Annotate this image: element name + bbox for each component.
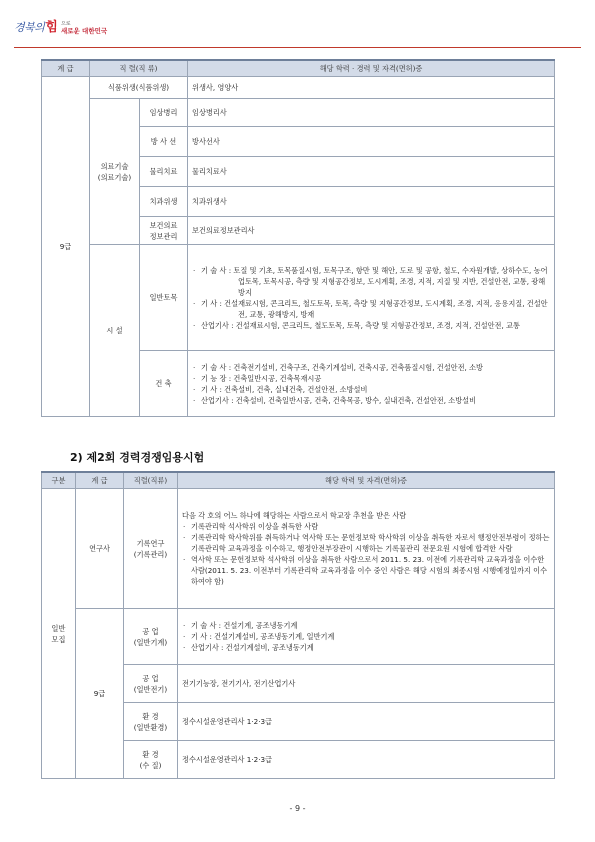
quals-intro: 다음 각 호의 어느 하나에 해당하는 사람으로서 학교장 추천을 받은 사람 bbox=[182, 511, 407, 520]
quals-physio: 물리치료사 bbox=[188, 157, 555, 187]
series-mech: 공 업 (일반기계) bbox=[124, 609, 178, 665]
quals-env-general: 정수시설운영관리사 1·2·3급 bbox=[178, 703, 555, 741]
series-civil: 일반토목 bbox=[140, 245, 188, 351]
page-number: - 9 - bbox=[289, 804, 306, 813]
qual-item: · 기 술 사 : 건설기계, 공조냉동기계 bbox=[182, 620, 550, 631]
logo-mark: 힘 bbox=[45, 20, 58, 35]
qual-item: · 기록관리학 학사학위를 취득하거나 역사학 또는 문헌정보학 학사학위 이상을 취득한 자로서 행정안전부령이 정하는 기록관리학 교육과정을 이수하고, 행정안전부장관이 시행하는 기록물관리 전문요원 시험에 합격한 사람 bbox=[182, 532, 550, 554]
header-series: 직렬(직류) bbox=[124, 472, 178, 489]
series-physio: 물리치료 bbox=[140, 157, 188, 187]
series-dental: 치과위생 bbox=[140, 187, 188, 217]
grade-9: 9급 bbox=[76, 609, 124, 779]
series-records: 기록연구 (기록관리) bbox=[124, 489, 178, 609]
logo bbox=[14, 16, 107, 35]
quals-records bbox=[178, 489, 555, 609]
quals-dental: 치과위생사 bbox=[188, 187, 555, 217]
quals-health-info: 보건의료정보관리사 bbox=[188, 217, 555, 245]
qual-item: · 기 능 장 : 건축일반시공, 건축목재시공 bbox=[192, 373, 550, 384]
qual-item: · 기 사 : 건축설비, 건축, 실내건축, 건설안전, 소방설비 bbox=[192, 384, 550, 395]
grade-researcher: 연구사 bbox=[76, 489, 124, 609]
qual-item: · 산업기사 : 건설기계설비, 공조냉동기계 bbox=[182, 642, 550, 653]
series-env-general: 환 경 (일반환경) bbox=[124, 703, 178, 741]
series-elec: 공 업 (일반전기) bbox=[124, 665, 178, 703]
series-health-info: 보건의료 정보관리 bbox=[140, 217, 188, 245]
series-clinical: 임상병리 bbox=[140, 99, 188, 127]
section-title: 2) 제2회 경력경쟁임용시험 bbox=[70, 451, 205, 464]
qual-item: · 기 사 : 건설재료시험, 콘크리트, 철도토목, 토목, 측량 및 지형공간정보, 도시계획, 조경, 지적, 응용지질, 건설안전, 교통, 광해방지, 방재 bbox=[192, 298, 550, 320]
series-env-water: 환 경 (수 질) bbox=[124, 741, 178, 779]
logo-script: 경북의 bbox=[14, 21, 45, 34]
logo-text bbox=[61, 21, 107, 35]
page-header bbox=[14, 10, 581, 40]
quals-clinical: 임상병리사 bbox=[188, 99, 555, 127]
qual-item: · 기 술 사 : 토질 및 기초, 토목품질시험, 토목구조, 항만 및 해안, 도로 및 공항, 철도, 수자원개발, 상하수도, 농어업토목, 토목시공, 측량 및 지형공간정보, 도시계획, 조경, 지적, 지질 및 지반, 건설안전, 교통, 광해방지 bbox=[192, 265, 550, 298]
header-category: 구분 bbox=[42, 472, 76, 489]
header-grade: 계 급 bbox=[76, 472, 124, 489]
quals-civil bbox=[188, 245, 555, 351]
quals-radiology: 방사선사 bbox=[188, 127, 555, 157]
series-radiology: 방 사 선 bbox=[140, 127, 188, 157]
quals-food: 위생사, 영양사 bbox=[188, 77, 555, 99]
series-group-medical: 의료기술 (의료기술) bbox=[90, 99, 140, 245]
header-quals: 해당 학력 · 경력 및 자격(면허)증 bbox=[188, 60, 555, 77]
qual-item: · 기 사 : 건설기계설비, 공조냉동기계, 일반기계 bbox=[182, 631, 550, 642]
qualification-table-1 bbox=[41, 59, 555, 417]
quals-elec: 전기기능장, 전기기사, 전기산업기사 bbox=[178, 665, 555, 703]
grade-cell: 9급 bbox=[42, 77, 90, 417]
quals-env-water: 정수시설운영관리사 1·2·3급 bbox=[178, 741, 555, 779]
header-grade: 계 급 bbox=[42, 60, 90, 77]
quals-architecture bbox=[188, 351, 555, 417]
header-rule bbox=[14, 47, 581, 48]
qual-item: · 기록관리학 석사학위 이상을 취득한 사람 bbox=[182, 521, 550, 532]
series-group-facility: 시 설 bbox=[90, 245, 140, 417]
qual-item: · 산업기사 : 건축설비, 건축일반시공, 건축, 건축목공, 방수, 실내건축, 건설안전, 소방설비 bbox=[192, 395, 550, 406]
logo-small: 으로 bbox=[60, 21, 71, 27]
qual-item: · 역사학 또는 문헌정보학 석사학위 이상을 취득한 사람으로서 2011. 5. 23. 이전에 기록관리학 교육과정을 이수한 사람(2011. 5. 23. 이전부터 기록관리학 교육과정을 이수 중인 사람은 해당 시험의 최종시험 시행예정일까지 이수하여야 함) bbox=[182, 554, 550, 587]
logo-big: 새로운 대한민국 bbox=[60, 27, 108, 35]
series-architecture: 건 축 bbox=[140, 351, 188, 417]
qual-item: · 산업기사 : 건설재료시험, 콘크리트, 철도토목, 토목, 측량 및 지형공간정보, 조경, 지적, 건설안전, 교통 bbox=[192, 320, 550, 331]
series-food: 식품위생(식품위생) bbox=[90, 77, 188, 99]
header-series: 직 렬(직 류) bbox=[90, 60, 188, 77]
qualification-table-2 bbox=[41, 471, 555, 779]
qual-item: · 기 술 사 : 건축전기설비, 건축구조, 건축기계설비, 건축시공, 건축품질시험, 건설안전, 소방 bbox=[192, 362, 550, 373]
category-cell: 일반 모집 bbox=[42, 489, 76, 779]
header-quals: 해당 학력 및 자격(면허)증 bbox=[178, 472, 555, 489]
quals-mech bbox=[178, 609, 555, 665]
